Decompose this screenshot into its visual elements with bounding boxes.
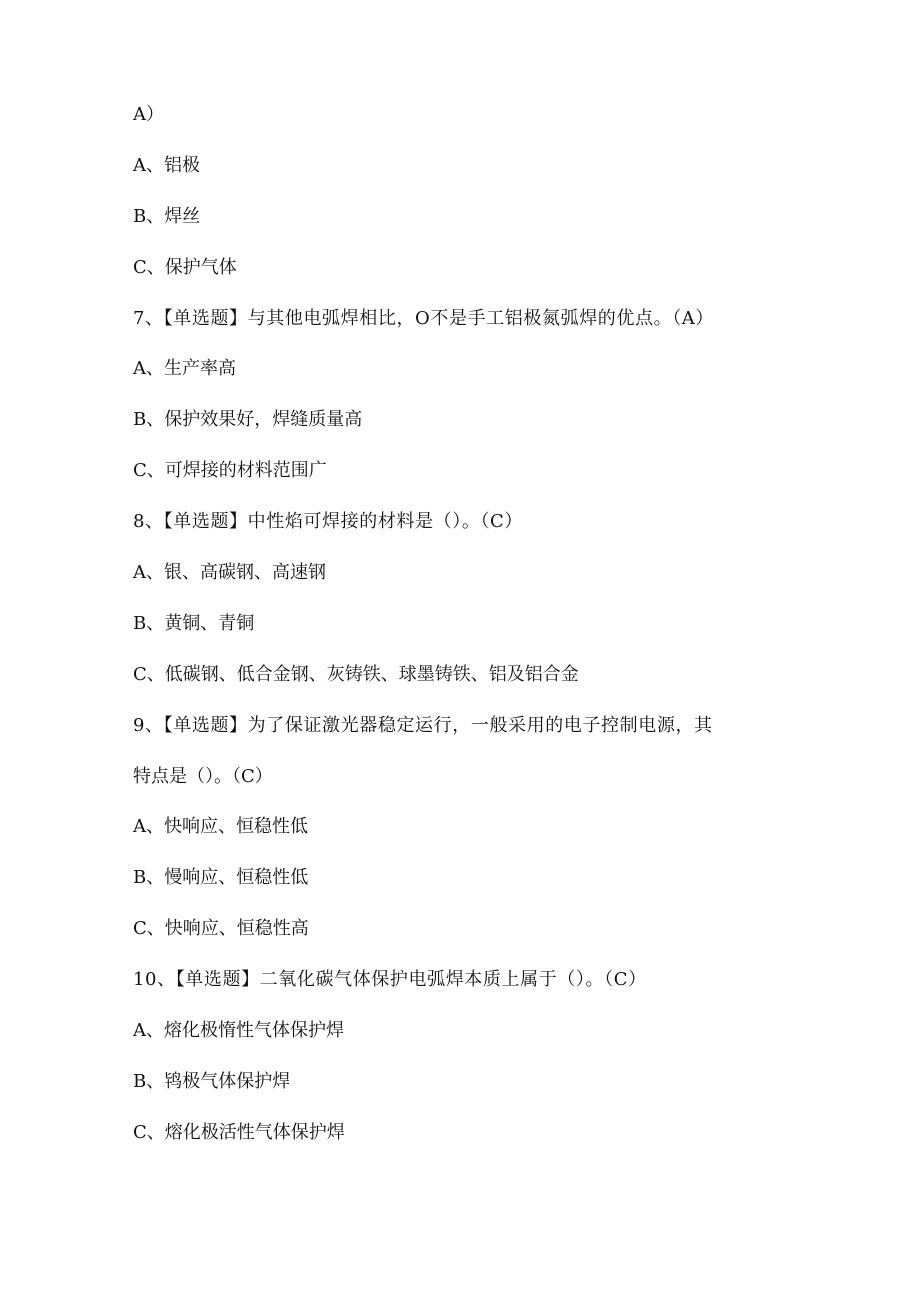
option-c: C、保护气体 [133, 256, 237, 278]
option-a: A、铝极 [133, 154, 200, 176]
option-c: C、可焊接的材料范围广 [133, 460, 327, 482]
question-8: 8、【单选题】中性焰可焊接的材料是（）。（C） [133, 511, 524, 533]
option-c: C、低碳钢、低合金钢、灰铸铁、球墨铸铁、铝及铝合金 [133, 663, 579, 685]
answer-line: A） [133, 104, 164, 125]
option-a: A、生产率高 [133, 358, 236, 380]
option-a: A、快响应、恒稳性低 [133, 816, 308, 838]
option-b: B、慢响应、恒稳性低 [133, 867, 309, 889]
option-b: B、黄铜、青铜 [133, 612, 255, 634]
question-9: 9、【单选题】为了保证激光器稳定运行，一般采用的电子控制电源，其 [133, 714, 713, 736]
option-c: C、快响应、恒稳性高 [133, 918, 309, 940]
question-10: 10、【单选题】二氧化碳气体保护电弧焊本质上属于（）。（C） [133, 969, 647, 991]
option-b: B、保护效果好，焊缝质量高 [133, 409, 363, 431]
question-7: 7、【单选题】与其他电弧焊相比，O不是手工铝极氮弧焊的优点。（A） [133, 307, 715, 329]
question-9-continued: 特点是（）。（C） [133, 765, 273, 787]
option-a: A、银、高碳钢、高速钢 [133, 562, 326, 584]
option-b: B、焊丝 [133, 205, 201, 227]
option-c: C、熔化极活性气体保护焊 [133, 1121, 345, 1143]
option-b: B、鸨极气体保护焊 [133, 1070, 291, 1092]
option-a: A、熔化极惰性气体保护焊 [133, 1020, 344, 1042]
